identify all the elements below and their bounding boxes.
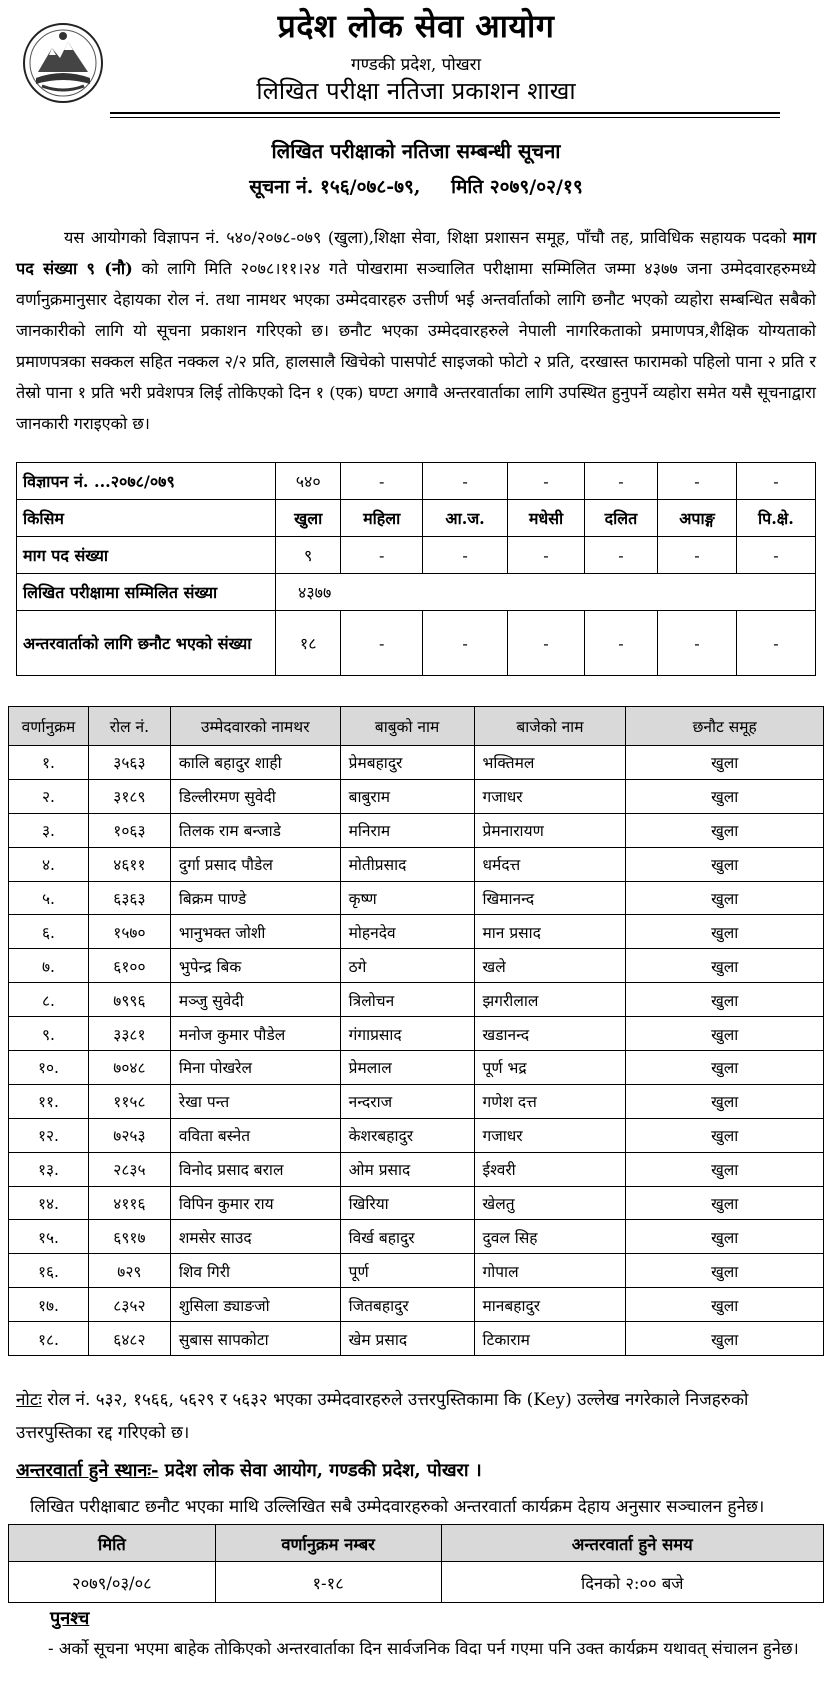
cell-father: गंगाप्रसाद — [340, 1017, 474, 1051]
cell-group: खुला — [626, 915, 824, 949]
table-row — [9, 983, 824, 1017]
cell-grandfather: झगरीलाल — [474, 983, 626, 1017]
cell-group: खुला — [626, 949, 824, 983]
cell-serial: १५. — [9, 1220, 89, 1254]
summary-cell: - — [341, 611, 423, 676]
table-row — [9, 1186, 824, 1220]
commission-location: गण्डकी प्रदेश, पोखरा — [351, 55, 481, 75]
letterhead — [0, 0, 832, 120]
cell-name: बिक्रम पाण्डे — [170, 881, 340, 915]
cell-serial: १८. — [9, 1322, 89, 1356]
summary-cell: - — [422, 463, 507, 500]
cell-group: खुला — [626, 983, 824, 1017]
cell-serial: ८. — [9, 983, 89, 1017]
summary-row-written — [17, 574, 816, 611]
punaschha-text: - अर्को सूचना भएमा बाहेक तोकिएको अन्तरवार्ताका दिन सार्वजनिक विदा पर्न गएमा पनि उक्त कार्यक्रम यथावत् संचालन हुनेछ। — [48, 1639, 799, 1658]
cell-serial: १३. — [9, 1152, 89, 1186]
paragraph-part-2: को लागि मिति २०७८।११।२४ गते पोखरामा सञ्चालित परीक्षामा सम्मिलित जम्मा ४३७७ जना उम्मेदवारहरुमध्ये वर्णानुक्रमानुसार देहायका रोल नं. तथा नामथर भएका उम्मेदवारहरु उत्तीर्ण भई अन्तर्वार्ताको लागि छनौट भएको व्यहोरा सम्बन्धित सबैको जानकारीको लागि यो सूचना प्रकाशन गरिएको छ। छनौट भएका उम्मेदवारहरुले नेपाली नागरिकताको प्रमाणपत्र,शैक्षिक योग्यताको प्रमाणपत्रका सक्कल सहित नक्कल २/२ प्रति, हालसालै खिचेको पासपोर्ट साइजको फोटो २ प्रति, दरखास्त फारामको पहिलो पाना २ प्रति र तेस्रो पाना १ प्रति भरी प्रवेशपत्र लिई तोकिएको दिन १ (एक) घण्टा अगावै अन्तरवार्ताका लागि उपस्थित हुनुपर्ने व्यहोरा समेत यसै सूचनाद्वारा जानकारी गराइएको छ। — [16, 259, 816, 433]
summary-cell: - — [422, 611, 507, 676]
schedule-time: दिनको २:०० बजे — [441, 1562, 824, 1603]
col-header-father: बाबुको नाम — [340, 707, 474, 746]
cell-serial: १७. — [9, 1288, 89, 1322]
cell-roll: ११५८ — [88, 1084, 170, 1118]
cell-name: भानुभक्त जोशी — [170, 915, 340, 949]
cell-roll: ३३८१ — [88, 1017, 170, 1051]
cell-roll: २८३५ — [88, 1152, 170, 1186]
commission-title: प्रदेश लोक सेवा आयोग — [277, 7, 555, 45]
cell-grandfather: खिमानन्द — [474, 881, 626, 915]
cell-group: खुला — [626, 1186, 824, 1220]
cell-father: खेम प्रसाद — [340, 1322, 474, 1356]
cell-father: ठगे — [340, 949, 474, 983]
cell-name: मिना पोखरेल — [170, 1051, 340, 1085]
cell-name: रेखा पन्त — [170, 1084, 340, 1118]
cell-father: ओम प्रसाद — [340, 1152, 474, 1186]
cell-grandfather: खेलतु — [474, 1186, 626, 1220]
ad-label: विज्ञापन नं. ...२०७८/०७९ — [17, 463, 276, 500]
cell-grandfather: टिकाराम — [474, 1322, 626, 1356]
cell-group: खुला — [626, 1322, 824, 1356]
notice-date: मिति २०७९/०२/१९ — [451, 176, 583, 198]
paragraph-bold: माग पद संख्या ९ (नौ) — [16, 228, 816, 278]
schedule-header-date: मिति — [9, 1525, 216, 1562]
table-row — [9, 847, 824, 881]
cell-serial: ११. — [9, 1084, 89, 1118]
table-row — [9, 1051, 824, 1085]
cell-grandfather: खडानन्द — [474, 1017, 626, 1051]
cell-father: मोहनदेव — [340, 915, 474, 949]
cell-name: विनोद प्रसाद बराल — [170, 1152, 340, 1186]
table-row — [9, 915, 824, 949]
schedule-range: १-१८ — [215, 1562, 441, 1603]
cell-grandfather: धर्मदत्त — [474, 847, 626, 881]
schedule-row — [9, 1562, 824, 1603]
cell-name: विपिन कुमार राय — [170, 1186, 340, 1220]
cell-grandfather: भक्तिमल — [474, 746, 626, 780]
cell-name: डिल्लीरमण सुवेदी — [170, 779, 340, 813]
table-row — [9, 949, 824, 983]
cell-grandfather: मान प्रसाद — [474, 915, 626, 949]
summary-cell: - — [736, 611, 815, 676]
cell-group: खुला — [626, 1152, 824, 1186]
cell-roll: ७०४८ — [88, 1051, 170, 1085]
cell-name: दुर्गा प्रसाद पौडेल — [170, 847, 340, 881]
cell-group: खुला — [626, 881, 824, 915]
cell-grandfather: गोपाल — [474, 1254, 626, 1288]
cell-roll: ६९१७ — [88, 1220, 170, 1254]
cell-name: शमसेर साउद — [170, 1220, 340, 1254]
cell-roll: ४११६ — [88, 1186, 170, 1220]
cell-group: खुला — [626, 1118, 824, 1152]
cell-grandfather: दुवल सिह — [474, 1220, 626, 1254]
summary-cell: - — [658, 537, 737, 574]
schedule-header-range: वर्णानुक्रम नम्बर — [215, 1525, 441, 1562]
schedule-header-time: अन्तरवार्ता हुने समय — [441, 1525, 824, 1562]
cell-serial: ३. — [9, 813, 89, 847]
table-row — [9, 1084, 824, 1118]
summary-cell: आ.ज. — [422, 500, 507, 537]
summary-cell: १८ — [276, 611, 341, 676]
cell-group: खुला — [626, 1017, 824, 1051]
cell-roll: ३१८९ — [88, 779, 170, 813]
cell-serial: १२. — [9, 1118, 89, 1152]
cell-roll: १०६३ — [88, 813, 170, 847]
table-row — [9, 1288, 824, 1322]
col-header-serial: वर्णानुक्रम — [9, 707, 89, 746]
summary-cell: अपाङ्ग — [658, 500, 737, 537]
cell-roll: ७२९ — [88, 1254, 170, 1288]
summary-cell: - — [341, 537, 423, 574]
cell-roll: ६४८२ — [88, 1322, 170, 1356]
col-header-name: उम्मेदवारको नामथर — [170, 707, 340, 746]
cell-father: पूर्ण — [340, 1254, 474, 1288]
cell-father: मोतीप्रसाद — [340, 847, 474, 881]
summary-row-ad — [17, 463, 816, 500]
interview-venue — [16, 1458, 824, 1482]
schedule-date: २०७९/०३/०८ — [9, 1562, 216, 1603]
col-header-group: छनौट समूह — [626, 707, 824, 746]
cell-name: शिव गिरी — [170, 1254, 340, 1288]
punaschha-label: पुनश्च — [50, 1608, 90, 1629]
col-header-roll: रोल नं. — [88, 707, 170, 746]
cell-name: कालि बहादुर शाही — [170, 746, 340, 780]
cell-father: विर्ख बहादुर — [340, 1220, 474, 1254]
cell-grandfather: गजाधर — [474, 779, 626, 813]
paragraph-part-1: यस आयोगको विज्ञापन नं. ५४०/२०७८-०७९ (खुला),शिक्षा सेवा, शिक्षा प्रशासन समूह, पाँचौ तह, प्राविधिक सहायक पदको — [64, 228, 793, 247]
cell-roll: ७९९६ — [88, 983, 170, 1017]
cell-group: खुला — [626, 1220, 824, 1254]
summary-cell: पि.क्षे. — [736, 500, 815, 537]
cell-grandfather: मानबहादुर — [474, 1288, 626, 1322]
table-row — [9, 1152, 824, 1186]
cell-father: केशरबहादुर — [340, 1118, 474, 1152]
cell-name: मञ्जु सुवेदी — [170, 983, 340, 1017]
summary-cell: मधेसी — [508, 500, 585, 537]
cell-roll: ६१०० — [88, 949, 170, 983]
cell-serial: २. — [9, 779, 89, 813]
written-count: ४३७७ — [276, 574, 816, 611]
summary-row-selected — [17, 611, 816, 676]
cell-group: खुला — [626, 746, 824, 780]
cell-name: भुपेन्द्र बिक — [170, 949, 340, 983]
cell-father: बाबुराम — [340, 779, 474, 813]
cell-serial: १. — [9, 746, 89, 780]
table-row — [9, 1118, 824, 1152]
table-row — [9, 1017, 824, 1051]
summary-cell: - — [658, 611, 737, 676]
cell-grandfather: गजाधर — [474, 1118, 626, 1152]
cell-grandfather: गणेश दत्त — [474, 1084, 626, 1118]
cell-roll: ७२५३ — [88, 1118, 170, 1152]
cell-roll: १५७० — [88, 915, 170, 949]
header-divider — [110, 112, 780, 114]
col-header-grandfather: बाजेको नाम — [474, 707, 626, 746]
note-text: रोल नं. ५३२, १५६६, ५६२९ र ५६३२ भएका उम्मेदवारहरुले उत्तरपुस्तिकामा कि (Key) उल्लेख नगरेकाले निजहरुको उत्तरपुस्तिका रद्द गरिएको छ। — [16, 1390, 749, 1443]
cell-serial: १४. — [9, 1186, 89, 1220]
summary-cell: - — [508, 537, 585, 574]
cell-grandfather: ईश्वरी — [474, 1152, 626, 1186]
summary-cell: महिला — [341, 500, 423, 537]
cell-group: खुला — [626, 1254, 824, 1288]
venue-value: प्रदेश लोक सेवा आयोग, गण्डकी प्रदेश, पोखरा । — [158, 1460, 482, 1481]
cell-grandfather: पूर्ण भद्र — [474, 1051, 626, 1085]
branch-name: लिखित परीक्षा नतिजा प्रकाशन शाखा — [256, 77, 576, 105]
note — [16, 1384, 824, 1450]
cell-name: वविता बस्नेत — [170, 1118, 340, 1152]
kisim-label: किसिम — [17, 500, 276, 537]
cell-group: खुला — [626, 813, 824, 847]
cell-serial: १०. — [9, 1051, 89, 1085]
summary-cell: ५४० — [276, 463, 341, 500]
summary-cell: - — [422, 537, 507, 574]
cell-roll: ६३६३ — [88, 881, 170, 915]
summary-cell: - — [658, 463, 737, 500]
written-label: लिखित परीक्षामा सम्मिलित संख्या — [17, 574, 276, 611]
note-label: नोटः — [16, 1390, 42, 1410]
candidate-table — [8, 706, 824, 1356]
cell-roll: ४६११ — [88, 847, 170, 881]
cell-roll: ३५६३ — [88, 746, 170, 780]
summary-cell: खुला — [276, 500, 341, 537]
cell-serial: ७. — [9, 949, 89, 983]
cell-group: खुला — [626, 1084, 824, 1118]
cell-grandfather: प्रेमनारायण — [474, 813, 626, 847]
program-text: लिखित परीक्षाबाट छनौट भएका माथि उल्लिखित सबै उम्मेदवारहरुको अन्तरवार्ता कार्यक्रम देहाय अनुसार सञ्चालन हुनेछ। — [30, 1497, 765, 1517]
selected-label: अन्तरवार्ताको लागि छनौट भएको संख्या — [17, 611, 276, 676]
cell-group: खुला — [626, 847, 824, 881]
cell-father: नन्दराज — [340, 1084, 474, 1118]
cell-father: कृष्ण — [340, 881, 474, 915]
table-row — [9, 881, 824, 915]
notice-number-line — [0, 173, 832, 199]
cell-serial: ६. — [9, 915, 89, 949]
summary-table — [16, 462, 816, 676]
summary-row-kisim — [17, 500, 816, 537]
cell-name: सुबास सापकोटा — [170, 1322, 340, 1356]
mag-label: माग पद संख्या — [17, 537, 276, 574]
schedule-header-row — [9, 1525, 824, 1562]
summary-cell: दलित — [584, 500, 657, 537]
cell-name: शुसिला ड्याङजो — [170, 1288, 340, 1322]
candidate-header-row — [9, 707, 824, 746]
cell-group: खुला — [626, 779, 824, 813]
cell-father: प्रेमलाल — [340, 1051, 474, 1085]
summary-cell: - — [736, 463, 815, 500]
cell-serial: ४. — [9, 847, 89, 881]
notice-paragraph — [16, 222, 816, 439]
schedule-table — [8, 1524, 824, 1603]
cell-grandfather: खले — [474, 949, 626, 983]
header-divider-thin — [110, 117, 780, 118]
cell-name: मनोज कुमार पौडेल — [170, 1017, 340, 1051]
summary-cell: - — [508, 611, 585, 676]
cell-father: मनिराम — [340, 813, 474, 847]
table-row — [9, 813, 824, 847]
cell-father: खिरिया — [340, 1186, 474, 1220]
table-row — [9, 779, 824, 813]
table-row — [9, 746, 824, 780]
notice-number: सूचना नं. १५६/०७८-७९, — [249, 176, 421, 198]
cell-roll: ८३५२ — [88, 1288, 170, 1322]
summary-cell: ९ — [276, 537, 341, 574]
cell-group: खुला — [626, 1288, 824, 1322]
table-row — [9, 1322, 824, 1356]
cell-father: प्रेमबहादुर — [340, 746, 474, 780]
cell-group: खुला — [626, 1051, 824, 1085]
table-row — [9, 1254, 824, 1288]
cell-father: त्रिलोचन — [340, 983, 474, 1017]
candidate-rows — [9, 746, 824, 1356]
summary-cell: - — [584, 463, 657, 500]
cell-father: जितबहादुर — [340, 1288, 474, 1322]
cell-serial: ९. — [9, 1017, 89, 1051]
cell-serial: १६. — [9, 1254, 89, 1288]
notice-title: लिखित परीक्षाको नतिजा सम्बन्धी सूचना — [271, 139, 561, 163]
summary-cell: - — [736, 537, 815, 574]
summary-cell: - — [341, 463, 423, 500]
summary-cell: - — [508, 463, 585, 500]
summary-row-mag — [17, 537, 816, 574]
summary-cell: - — [584, 537, 657, 574]
venue-label: अन्तरवार्ता हुने स्थानः- — [16, 1460, 159, 1481]
table-row — [9, 1220, 824, 1254]
summary-cell: - — [584, 611, 657, 676]
cell-serial: ५. — [9, 881, 89, 915]
cell-name: तिलक राम बन्जाडे — [170, 813, 340, 847]
